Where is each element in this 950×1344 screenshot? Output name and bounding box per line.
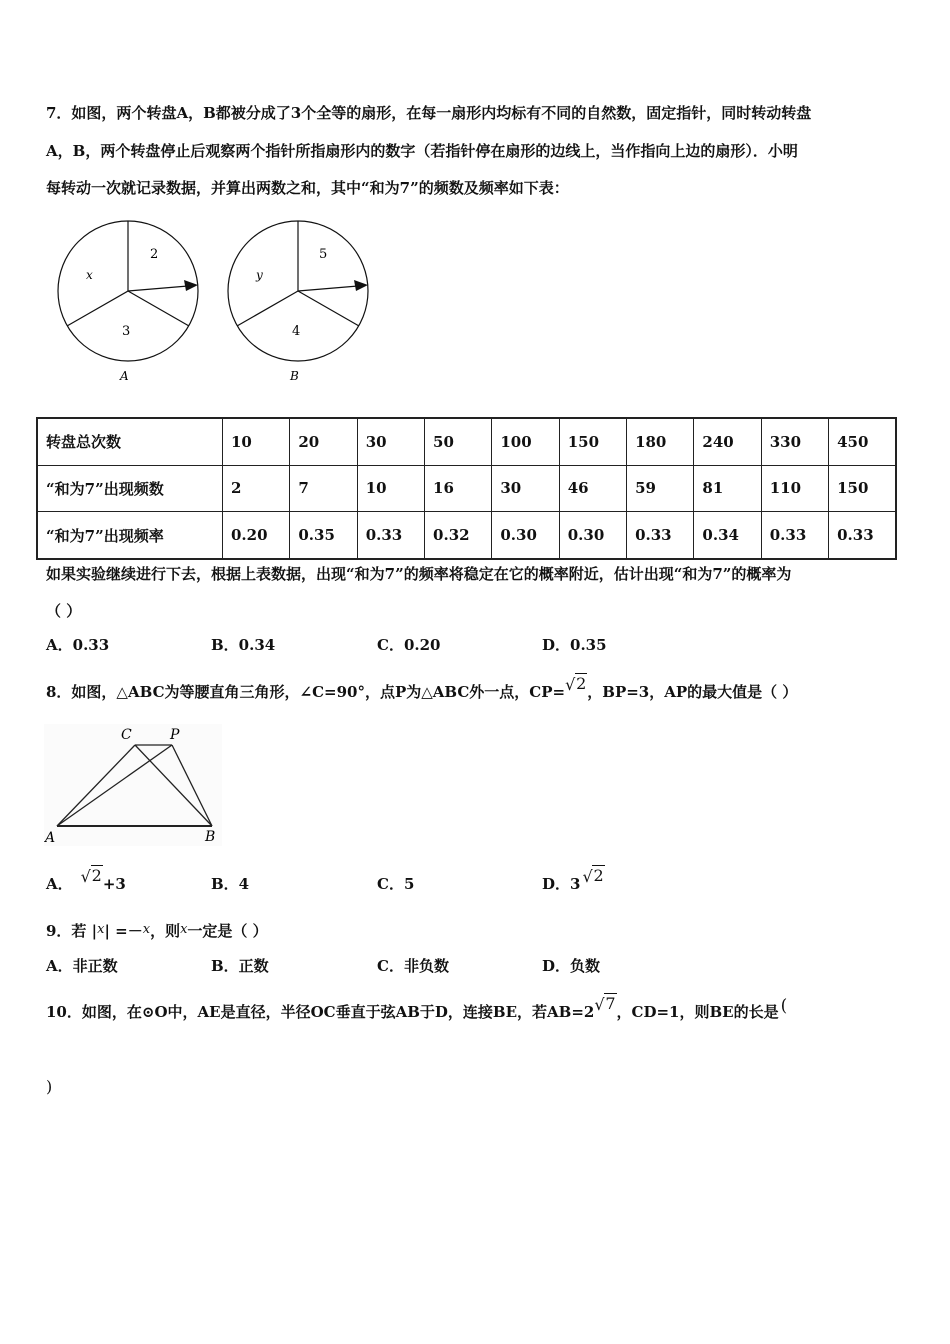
q9-option-b[interactable]: B．正数 — [211, 957, 269, 975]
option-label: D．3 — [542, 875, 581, 893]
q9-option-d[interactable]: D．负数 — [542, 957, 601, 975]
q8-stem — [46, 674, 798, 702]
row-label: “和为7”出现频数 — [37, 465, 223, 511]
q9-post: 一定是（ ） — [187, 922, 268, 940]
spinner-a-arrowhead — [184, 280, 198, 291]
q7-line-2: A，B，两个转盘停止后观察两个指针所指扇形内的数字（若指针停在扇形的边线上，当作指向上边的扇形）．小明 — [46, 142, 798, 160]
table-cell: 81 — [694, 465, 761, 511]
table-cell: 7 — [290, 465, 357, 511]
spinner-b-bottom-number: 4 — [292, 324, 301, 339]
sqrt-2: √ 2 — [582, 866, 604, 886]
table-cell: 0.33 — [627, 512, 694, 559]
spinner-a-caption: A — [120, 369, 129, 383]
table-cell: 0.33 — [829, 512, 896, 559]
spinner-a-top-number: 2 — [150, 247, 159, 262]
table-cell: 240 — [694, 418, 761, 465]
spinner-a-figure — [50, 215, 210, 385]
q8-text-post: ，BP=3，AP的最大值是（ ） — [587, 683, 798, 701]
sqrt-7: √ 7 — [594, 994, 616, 1014]
q8-triangle-figure — [44, 724, 224, 848]
q7-after-line-2: （ ） — [46, 602, 82, 620]
table-cell: 150 — [559, 418, 626, 465]
var-x: x — [180, 922, 188, 937]
spinner-a-bottom-number: 3 — [122, 324, 131, 339]
q10-post: ，CD=1，则BE的长是 — [616, 1003, 779, 1021]
table-cell: 59 — [627, 465, 694, 511]
table-cell: 10 — [223, 418, 290, 465]
q9-then: ，则 — [150, 922, 181, 940]
var-x: x — [142, 922, 151, 937]
table-cell: 30 — [357, 418, 424, 465]
table-cell: 0.20 — [223, 512, 290, 559]
option-label: A． — [46, 875, 73, 893]
q8-option-b[interactable]: B．4 — [211, 875, 250, 893]
q9-mid: | =－ — [104, 922, 143, 940]
q7-after-line-1: 如果实验继续进行下去，根据上表数据，出现“和为7”的频率将稳定在它的概率附近，估计出现“和为7”的概率为 — [46, 565, 792, 583]
q7-option-c[interactable]: C．0.20 — [377, 636, 441, 654]
table-cell: 0.35 — [290, 512, 357, 559]
sqrt-2: √ 2 — [80, 866, 102, 886]
q9-option-c[interactable]: C．非负数 — [377, 957, 449, 975]
q7-option-d[interactable]: D．0.35 — [542, 636, 607, 654]
q7-line-3: 每转动一次就记录数据，并算出两数之和，其中“和为7”的频数及频率如下表： — [46, 179, 569, 197]
table-cell: 330 — [761, 418, 828, 465]
q7-line-1: 7．如图，两个转盘A，B都被分成了3个全等的扇形，在每一扇形内均标有不同的自然数，固定指针，同时转动转盘 — [46, 104, 812, 122]
table-cell: 450 — [829, 418, 896, 465]
spinner-b-arrowhead — [354, 280, 368, 291]
spinner-b-caption: B — [290, 369, 299, 383]
q10-paren-close: ) — [46, 1077, 53, 1096]
q8-option-d[interactable] — [542, 866, 605, 894]
table-cell: 30 — [492, 465, 559, 511]
q7-option-b[interactable]: B．0.34 — [211, 636, 276, 654]
table-row — [37, 465, 896, 511]
spinner-a-divider — [128, 291, 189, 326]
spinner-b-pointer — [298, 286, 358, 291]
table-cell: 0.30 — [492, 512, 559, 559]
spinner-b-top-number: 5 — [319, 247, 328, 262]
sqrt-radicand: 2 — [576, 674, 587, 693]
spinner-a-pointer — [128, 286, 188, 291]
var-x: x — [97, 922, 105, 937]
table-cell: 20 — [290, 418, 357, 465]
table-cell: 0.32 — [425, 512, 492, 559]
label-c: C — [121, 727, 132, 743]
row-label: “和为7”出现频率 — [37, 512, 223, 559]
q9-stem — [46, 921, 268, 943]
table-cell: 100 — [492, 418, 559, 465]
table-cell: 46 — [559, 465, 626, 511]
q10-stem — [46, 994, 788, 1022]
q8-option-a[interactable] — [46, 866, 126, 894]
spinner-b-divider — [237, 291, 298, 326]
table-cell: 110 — [761, 465, 828, 511]
table-cell: 0.34 — [694, 512, 761, 559]
label-p: P — [170, 727, 180, 743]
sqrt-2: √ 2 — [565, 674, 587, 694]
label-b: B — [205, 829, 216, 845]
figure-background — [44, 724, 222, 846]
table-row — [37, 512, 896, 559]
q8-option-c[interactable]: C．5 — [377, 875, 415, 893]
table-cell: 0.33 — [761, 512, 828, 559]
q10-pre: 10．如图，在⊙O中，AE是直径，半径OC垂直于弦AB于D，连接BE，若AB=2 — [46, 1003, 595, 1021]
frequency-table — [36, 417, 897, 560]
option-suffix: +3 — [102, 875, 126, 893]
table-cell: 50 — [425, 418, 492, 465]
spinner-b-divider — [298, 291, 359, 326]
sqrt-radicand: 7 — [605, 994, 616, 1013]
table-cell: 2 — [223, 465, 290, 511]
q10-paren-open: ( — [780, 996, 788, 1016]
table-cell: 10 — [357, 465, 424, 511]
table-cell: 150 — [829, 465, 896, 511]
table-cell: 0.30 — [559, 512, 626, 559]
q9-option-a[interactable]: A．非正数 — [46, 957, 118, 975]
sqrt-radicand: 2 — [593, 866, 604, 885]
spinner-b-left-number: y — [256, 268, 263, 282]
spinner-a-left-number: x — [86, 268, 93, 282]
spinner-a-divider — [67, 291, 128, 326]
table-row — [37, 418, 896, 465]
label-a: A — [45, 830, 56, 846]
table-cell: 180 — [627, 418, 694, 465]
row-label: 转盘总次数 — [37, 418, 223, 465]
table-cell: 16 — [425, 465, 492, 511]
sqrt-radicand: 2 — [91, 866, 102, 885]
spinner-b-figure — [220, 215, 380, 385]
q7-option-a[interactable]: A．0.33 — [46, 636, 110, 654]
table-cell: 0.33 — [357, 512, 424, 559]
q8-text-pre: 8．如图，△ABC为等腰直角三角形，∠C=90°，点P为△ABC外一点，CP= — [46, 683, 566, 701]
q9-pre: 9．若 | — [46, 922, 98, 940]
